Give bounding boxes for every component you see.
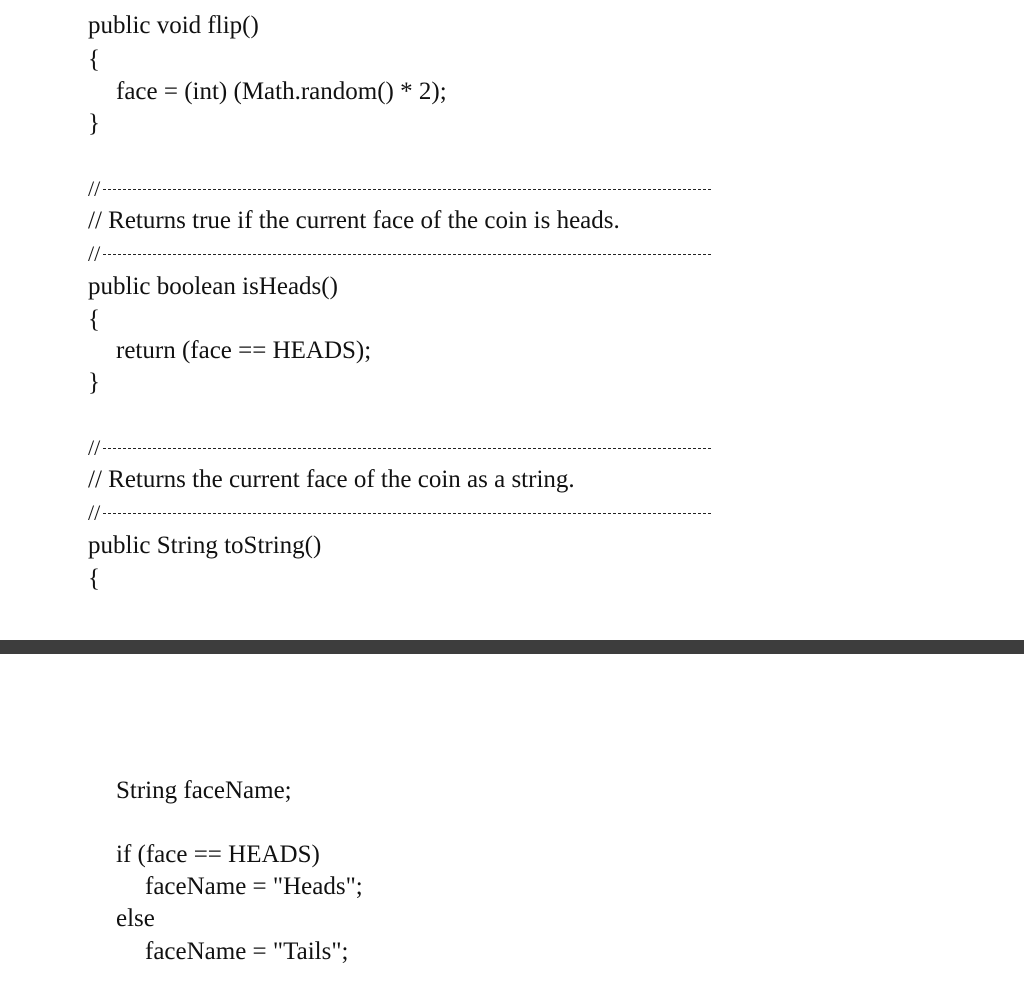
isheads-method-body: return (face == HEADS); (116, 337, 372, 364)
flip-method-signature: public void flip() (88, 12, 259, 39)
page-separator (0, 640, 1024, 654)
heads-assignment: faceName = "Heads"; (145, 873, 363, 900)
isheads-method-signature: public boolean isHeads() (88, 273, 338, 300)
document-page (0, 654, 1024, 1007)
open-brace: { (88, 565, 100, 592)
comment-divider (88, 254, 711, 255)
open-brace: { (88, 306, 100, 333)
comment-marker: // (88, 176, 101, 201)
close-brace: } (88, 110, 100, 137)
tostring-method-signature: public String toString() (88, 532, 322, 559)
isheads-comment: // Returns true if the current face of the coin is heads. (88, 207, 620, 234)
else-keyword: else (116, 905, 155, 932)
comment-marker: // (88, 435, 101, 460)
tails-assignment: faceName = "Tails"; (145, 938, 349, 965)
if-statement: if (face == HEADS) (116, 841, 320, 868)
comment-divider (88, 513, 711, 514)
tostring-comment: // Returns the current face of the coin as a string. (88, 466, 575, 493)
comment-divider (88, 448, 711, 449)
comment-marker: // (88, 241, 101, 266)
open-brace: { (88, 46, 100, 73)
comment-marker: // (88, 500, 101, 525)
close-brace: } (88, 369, 100, 396)
comment-divider (88, 189, 711, 190)
flip-method-body: face = (int) (Math.random() * 2); (116, 78, 447, 105)
facename-declaration: String faceName; (116, 777, 292, 804)
